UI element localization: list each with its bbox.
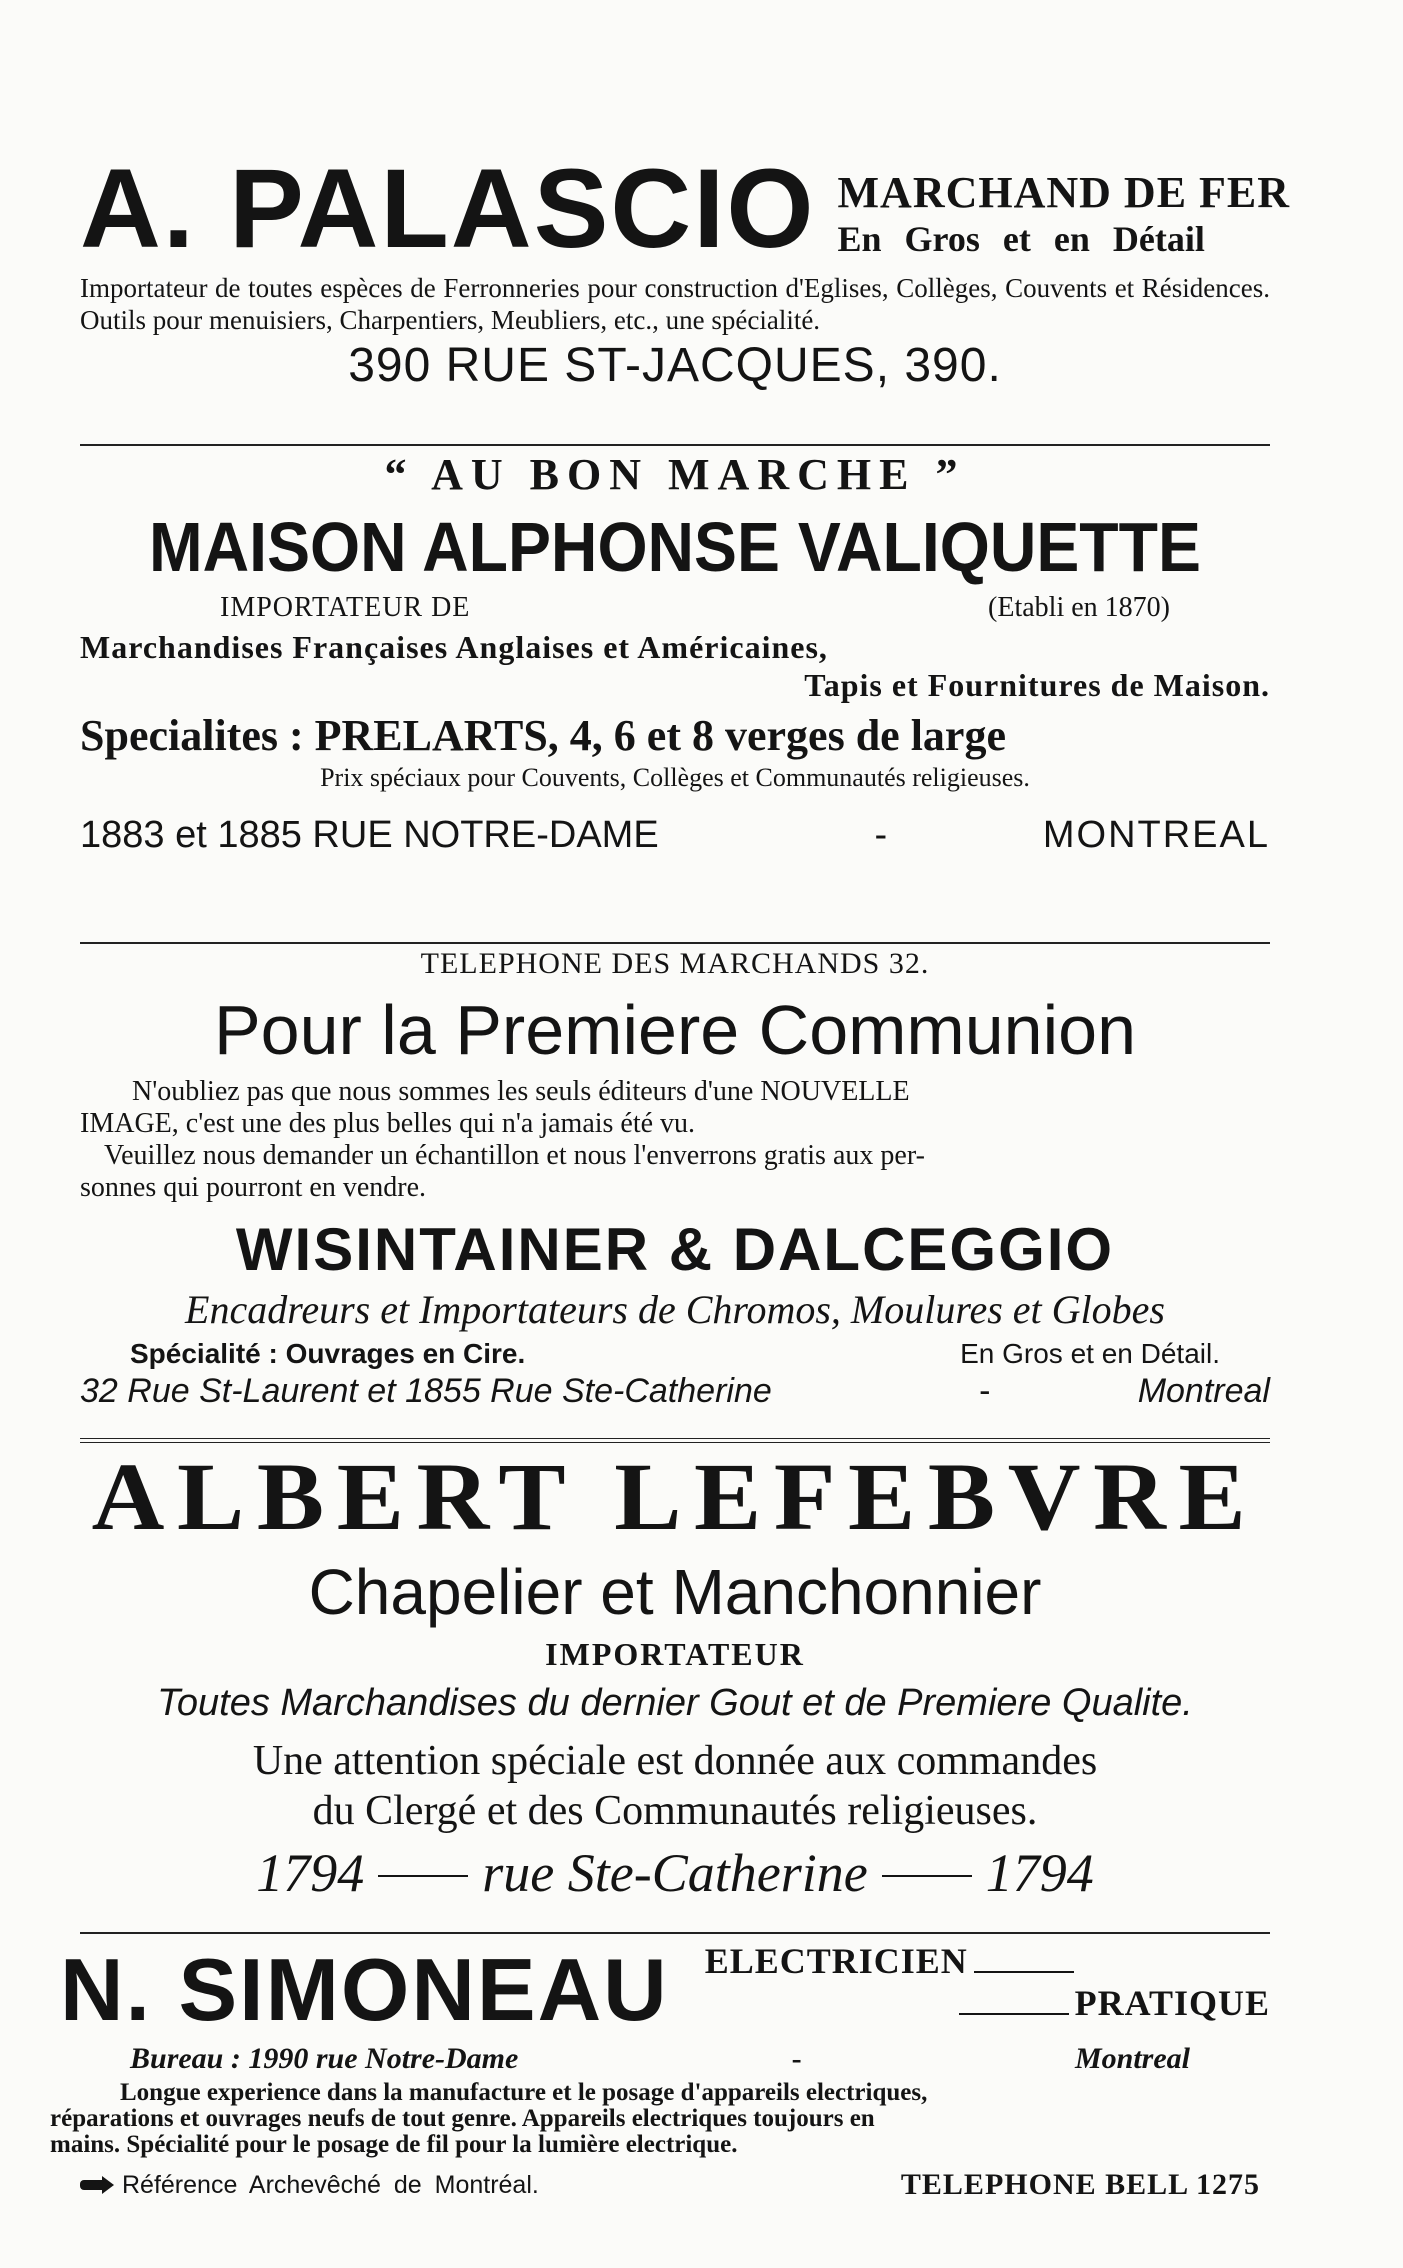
lefebvre-separator-right — [882, 1875, 972, 1877]
valiquette-slogan: “ AU BON MARCHE ” — [384, 450, 966, 499]
simoneau-trade-rule2 — [959, 2013, 1069, 2015]
wisintainer-trade: Encadreurs et Importateurs de Chromos, Moulures et Globes — [185, 1287, 1165, 1332]
palascio-description: Importateur de toutes espèces de Ferronneries pour construction d'Eglises, Collèges, Couvents et Résidences. Outils pour menuisiers, Charpentiers, Meubliers, etc., une spécialité. — [80, 273, 1270, 335]
valiquette-established: (Etabli en 1870) — [988, 592, 1170, 623]
lefebvre-ad — [80, 1444, 1270, 1904]
simoneau-bureau: Bureau : 1990 rue Notre-Dame — [130, 2042, 519, 2075]
palascio-trade: MARCHAND DE FER — [837, 168, 1291, 217]
communion-text-line2: IMAGE, c'est une des plus belles qui n'a jamais été vu. — [80, 1108, 696, 1139]
pointing-hand-icon — [80, 2176, 114, 2194]
valiquette-address: 1883 et 1885 RUE NOTRE-DAME — [80, 814, 659, 856]
simoneau-text-line1: Longue experience dans la manufacture et le posage d'appareils electriques, — [120, 2079, 928, 2106]
divider — [80, 444, 1270, 446]
palascio-wholesale: En Gros et en Détail — [837, 219, 1205, 259]
simoneau-city: Montreal — [1074, 2042, 1190, 2075]
divider — [80, 942, 1270, 944]
simoneau-trade-line2: PRATIQUE — [1074, 1983, 1270, 2023]
lefebvre-separator-left — [378, 1875, 468, 1877]
wisintainer-ad — [80, 988, 1270, 1411]
valiquette-dash: - — [874, 814, 888, 856]
valiquette-special-prices: Prix spéciaux pour Couvents, Collèges et Communautés religieuses. — [320, 763, 1030, 792]
valiquette-specialties: Specialites : PRELARTS, 4, 6 et 8 verges de large — [80, 711, 1006, 760]
simoneau-name: N. SIMONEAU — [60, 1940, 669, 2039]
wisintainer-address: 32 Rue St-Laurent et 1855 Rue Ste-Catherine — [80, 1372, 772, 1410]
wisintainer-specialty: Spécialité : Ouvrages en Cire. — [130, 1338, 526, 1369]
communion-text-line1: N'oubliez pas que nous sommes les seuls éditeurs d'une NOUVELLE — [132, 1076, 910, 1107]
valiquette-telephone: TELEPHONE DES MARCHANDS 32. — [420, 947, 930, 980]
valiquette-ad — [80, 450, 1270, 857]
simoneau-dash: - — [791, 2042, 802, 2075]
wisintainer-city: Montreal — [1137, 1372, 1270, 1410]
simoneau-trade-rule1 — [974, 1971, 1074, 1973]
lefebvre-number-right: 1794 — [985, 1843, 1094, 1903]
communion-text-line3: Veuillez nous demander un échantillon et nous l'enverrons gratis aux per- — [104, 1140, 925, 1171]
communion-headline: Pour la Premiere Communion — [213, 991, 1137, 1069]
simoneau-text-line2: réparations et ouvrages neufs de tout genre. Appareils electriques toujours en — [50, 2105, 875, 2132]
simoneau-telephone: TELEPHONE BELL 1275 — [900, 2168, 1260, 2201]
palascio-ad — [80, 146, 1291, 394]
lefebvre-quality: Toutes Marchandises du dernier Gout et de Premiere Qualite. — [157, 1682, 1193, 1724]
valiquette-goods-line2: Tapis et Fournitures de Maison. — [804, 667, 1270, 703]
lefebvre-street: rue Ste-Catherine — [482, 1843, 868, 1903]
simoneau-ad — [50, 1940, 1270, 2202]
lefebvre-attention-line2: du Clergé et des Communautés religieuses. — [312, 1788, 1038, 1834]
valiquette-name: MAISON ALPHONSE VALIQUETTE — [149, 508, 1201, 586]
simoneau-reference: Référence Archevêché de Montréal. — [122, 2170, 539, 2199]
valiquette-importer: IMPORTATEUR DE — [220, 592, 471, 623]
lefebvre-trade: Chapelier et Manchonnier — [308, 1556, 1042, 1628]
divider — [80, 1932, 1270, 1934]
wisintainer-wholesale: En Gros et en Détail. — [960, 1338, 1220, 1369]
valiquette-goods-line1: Marchandises Françaises Anglaises et Américaines, — [80, 629, 828, 665]
lefebvre-attention-line1: Une attention spéciale est donnée aux commandes — [252, 1738, 1098, 1784]
communion-text-line4: sonnes qui pourront en vendre. — [80, 1172, 427, 1203]
palascio-address: 390 RUE ST-JACQUES, 390. — [348, 339, 1002, 392]
wisintainer-dash: - — [979, 1372, 991, 1410]
lefebvre-number-left: 1794 — [256, 1843, 365, 1903]
palascio-name: A. PALASCIO — [80, 146, 816, 271]
wisintainer-name: WISINTAINER & DALCEGGIO — [235, 1216, 1115, 1283]
simoneau-trade-line1: ELECTRICIEN — [704, 1941, 968, 1981]
lefebvre-importer: IMPORTATEUR — [545, 1636, 805, 1672]
simoneau-text-line3: mains. Spécialité pour le posage de fil pour la lumière electrique. — [50, 2131, 738, 2158]
lefebvre-name: ALBERT LEFEBVRE — [91, 1443, 1259, 1550]
valiquette-city: MONTREAL — [1042, 814, 1270, 856]
valiquette-telephone-block — [80, 946, 1270, 982]
